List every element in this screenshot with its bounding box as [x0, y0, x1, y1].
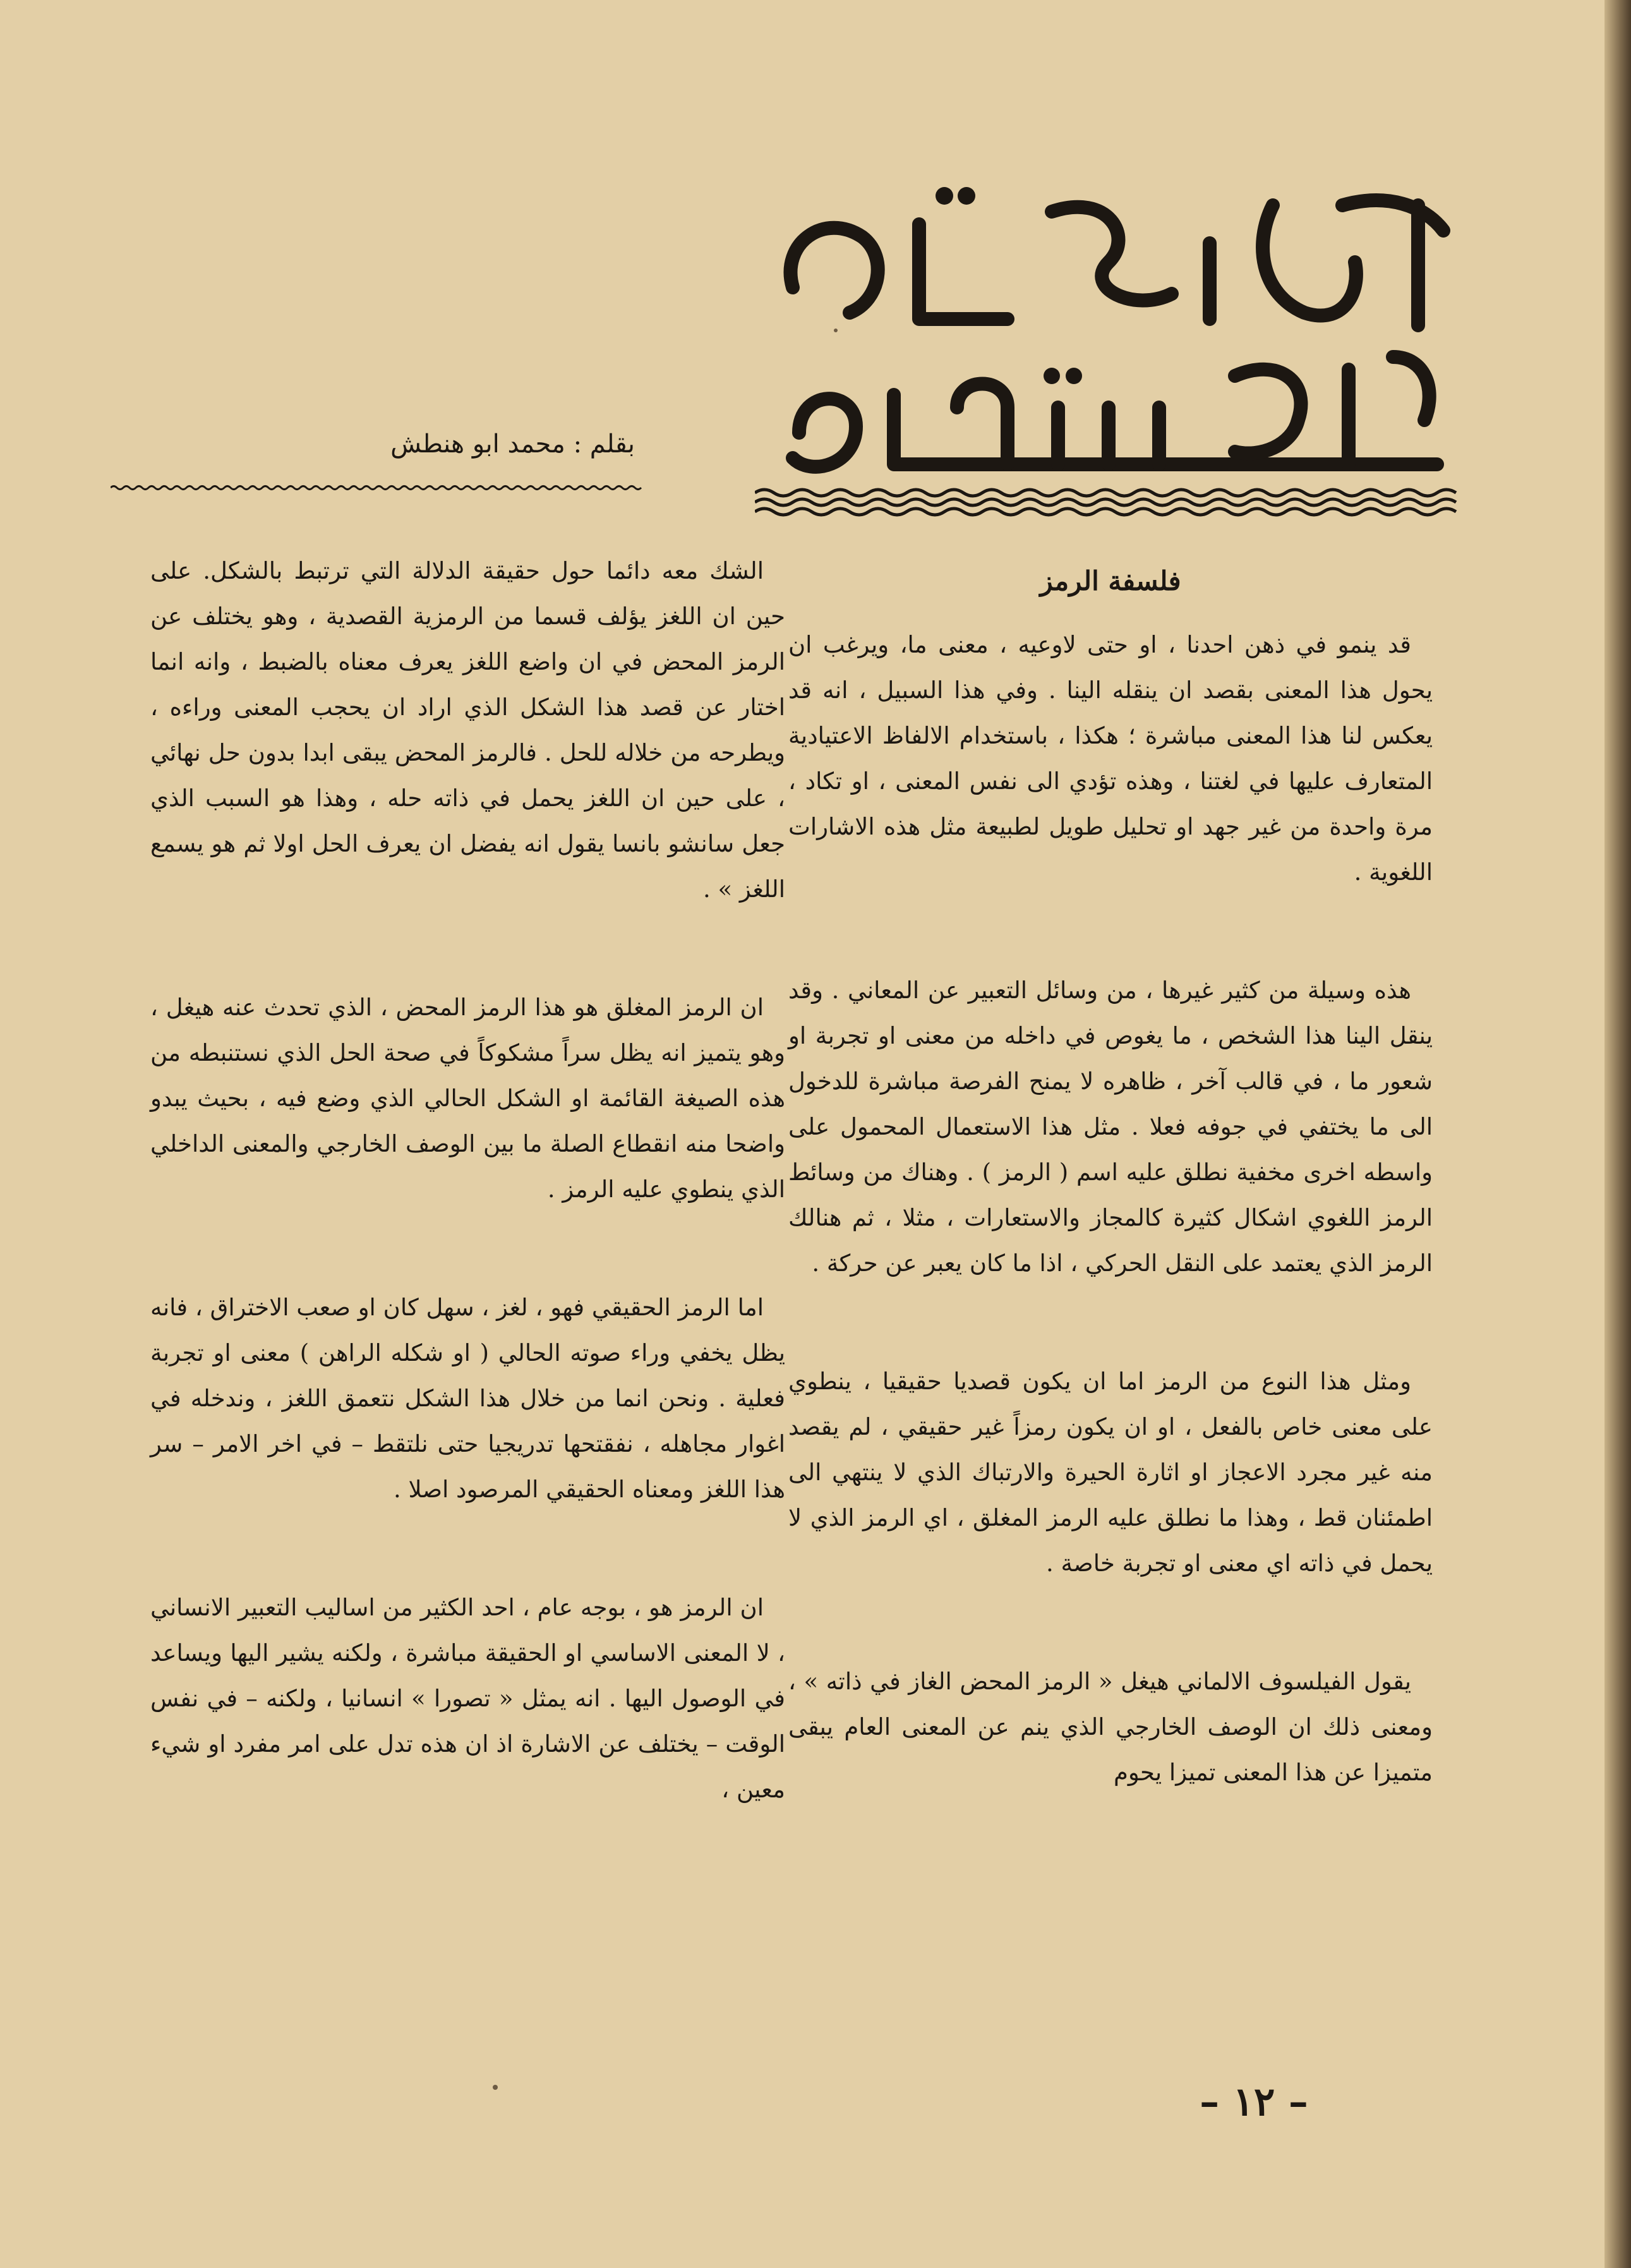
page-number: – ١٢ – — [1200, 2078, 1308, 2125]
paragraph: قد ينمو في ذهن احدنا ، او حتى لاوعيه ، معنى ما، ويرغب ان يحول هذا المعنى بقصد ان ينقله الينا . وفي هذا السبيل ، انه قد يعكس لنا هذا المعنى مباشرة ؛ هكذا ، باستخدام الالفاظ الاعتيادية المتعارف عليها في لغتنا ، وهذه تؤدي الى نفس المعنى ، او تكاد ، مرة واحدة من غير جهد او تحليل طويل لطبيعة مثل هذه الاشارات اللغوية . — [788, 631, 1433, 886]
ink-speck — [493, 2085, 498, 2090]
page-edge-shadow — [1604, 0, 1631, 2268]
byline-rule — [111, 483, 654, 492]
paragraph: هذه وسيلة من كثير غيرها ، من وسائل التعبير عن المعاني . وقد ينقل الينا هذا الشخص ، ما يغوص في داخله من معنى او تجربة او شعور ما ، في قالب آخر ، ظاهره لا يمنح الفرصة مباشرة للدخول الى ما يختفي في جوفه فعلا . مثل هذا الاستعمال المحمول على واسطه اخرى مخفية نطلق عليه اسم ( الرمز ) . وهناك من وسائط الرمز اللغوي اشكال كثيرة كالمجاز والاستعارات ، مثلا ، ثم هنالك الرمز الذي يعتمد على النقل الحركي ، اذا ما كان يعبر عن حركة . — [788, 977, 1433, 1277]
paragraph: اما الرمز الحقيقي فهو ، لغز ، سهل كان او صعب الاختراق ، فانه يظل يخفي وراء صوته الحالي ( او شكله الراهن ) معنى او تجربة فعلية . ونحن انما من خلال هذا الشكل نتعمق اللغز ، وندخله في اغوار مجاهله ، نفقتحها تدريجيا حتى نلتقط – في اخر الامر – سر هذا اللغز ومعناه الحقيقي المرصود اصلا . — [150, 1294, 785, 1503]
right-text-column — [788, 622, 1433, 1868]
paragraph: يقول الفيلسوف الالماني هيغل « الرمز المحض الغاز في ذاته » ، ومعنى ذلك ان الوصف الخارجي الذي ينم عن المعنى العام يبقى متميزا عن هذا المعنى تميزا يحوم — [788, 1668, 1433, 1786]
paragraph: ان الرمز هو ، بوجه عام ، احد الكثير من اساليب التعبير الانساني ، لا المعنى الاساسي او الحقيقة مباشرة ، ولكنه يشير اليها ويساعد في الوصول اليها . انه يمثل « تصورا » انسانيا ، ولكنه – في نفس الوقت – يختلف عن الاشارة اذ ان هذه تدل على امر مفرد او شيء معين ، — [150, 1594, 785, 1803]
title-logotype — [755, 167, 1462, 521]
left-text-column — [150, 548, 785, 1885]
ink-speck — [834, 329, 838, 332]
author-byline: بقلم : محمد ابو هنطش — [390, 430, 635, 459]
paragraph: الشك معه دائما حول حقيقة الدلالة التي ترتبط بالشكل. على حين ان اللغز يؤلف قسما من الرمزية القصدية ، وهو يختلف عن الرمز المحض في ان واضع اللغز يعرف معناه بالضبط ، وانه انما اختار عن قصد هذا الشكل الذي اراد ان يحجب المعنى وراءه ، ويطرحه من خلاله للحل . فالرمز المحض يبقى ابدا بدون حل نهائي ، على حين ان اللغز يحمل في ذاته حله ، وهذا هو السبب الذي جعل سانشو بانسا يقول انه يفضل ان يعرف الحل اولا ثم هو يسمع اللغز » . — [150, 557, 785, 903]
paragraph: ان الرمز المغلق هو هذا الرمز المحض ، الذي تحدث عنه هيغل ، وهو يتميز انه يظل سراً مشكوكاً في صحة الحل الذي نستنبطه من هذه الصيغة القائمة او الشكل الحالي الذي وضع فيه ، بحيث يبدو واضحا منه انقطاع الصلة ما بين الوصف الخارجي والمعنى الداخلي الذي ينطوي عليه الرمز . — [150, 994, 785, 1203]
section-heading: فلسفة الرمز — [1040, 565, 1181, 596]
paragraph: ومثل هذا النوع من الرمز اما ان يكون قصديا حقيقيا ، ينطوي على معنى خاص بالفعل ، او ان يكون رمزاً غير حقيقي ، لم يقصد منه غير مجرد الاعجاز او اثارة الحيرة والارتباك الذي لا ينتهي الى اطمئنان قط ، وهذا ما نطلق عليه الرمز المغلق ، اي الرمز الذي لا يحمل في ذاته اي معنى او تجربة خاصة . — [788, 1368, 1433, 1577]
